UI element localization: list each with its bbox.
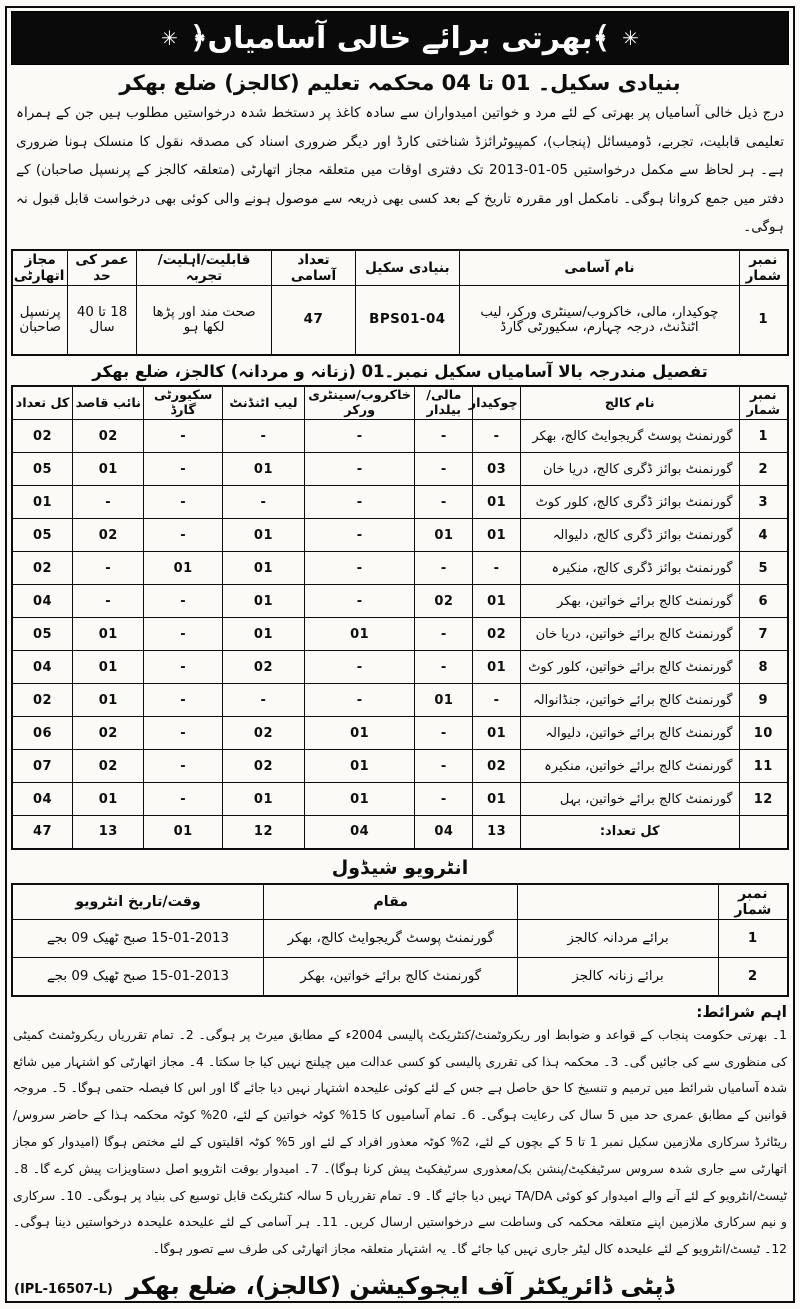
cell-lab: 01 (222, 552, 304, 585)
cell-khakroob: 01 (305, 750, 415, 783)
cell-mali: - (415, 651, 473, 684)
cell-serial: 1 (739, 285, 788, 355)
cell-chowkidar: - (473, 684, 520, 717)
cell-serial: 9 (739, 684, 788, 717)
interview-table-header-row (12, 884, 788, 920)
cell-total: 05 (12, 519, 73, 552)
cell-total: 05 (12, 453, 73, 486)
cell-mali: - (415, 618, 473, 651)
cell-lab: - (222, 420, 304, 453)
cell-basic-scale: BPS01-04 (355, 285, 460, 355)
col-venue: مقام (263, 884, 518, 920)
cell-serial: 7 (739, 618, 788, 651)
cell-total: 07 (12, 750, 73, 783)
cell-serial: 2 (718, 958, 788, 996)
cell-naib: 01 (73, 783, 144, 816)
cell-total: 01 (12, 486, 73, 519)
cell-total: 02 (12, 420, 73, 453)
table-row (12, 750, 788, 783)
cell-post-count: 47 (272, 285, 355, 355)
col-qualification: قابلیت/اہلیت/تجربہ (136, 250, 272, 286)
cell-khakroob: - (305, 651, 415, 684)
col-college-name: نام کالج (520, 386, 739, 420)
total-label: کل تعداد: (520, 816, 739, 849)
cell-security: - (144, 420, 222, 453)
signature: ڈپٹی ڈائریکٹر آف ایجوکیشن (کالجز)، ضلع بھکر (125, 1271, 675, 1300)
table-row (12, 453, 788, 486)
cell-naib-total: 13 (73, 816, 144, 849)
cell-mali: - (415, 750, 473, 783)
table-row (12, 552, 788, 585)
col-lab-attendant: لیب اٹنڈنٹ (222, 386, 304, 420)
cell-serial: 2 (739, 453, 788, 486)
cell-qualification: صحت مند اور پڑھا لکھا ہو (136, 285, 272, 355)
cell-college: گورنمنٹ کالج برائے خواتین، بہل (520, 783, 739, 816)
cell-naib: 01 (73, 651, 144, 684)
total-row (12, 816, 788, 849)
cell-serial: 8 (739, 651, 788, 684)
cell-serial: 1 (739, 420, 788, 453)
cell-lab-total: 12 (222, 816, 304, 849)
cell-security-total: 01 (144, 816, 222, 849)
cell-serial: 11 (739, 750, 788, 783)
table-row (12, 486, 788, 519)
col-security-guard: سکیورٹی گارڈ (144, 386, 222, 420)
cell-college: گورنمنٹ کالج برائے خواتین، دریا خان (520, 618, 739, 651)
col-category (518, 884, 718, 920)
cell-chowkidar: 01 (473, 783, 520, 816)
cell-mali: - (415, 453, 473, 486)
cell-khakroob: 01 (305, 618, 415, 651)
cell-serial: 1 (718, 920, 788, 958)
detail-table-header-row (12, 386, 788, 420)
cell-security: - (144, 585, 222, 618)
job-advertisement (5, 6, 795, 1303)
cell-lab: - (222, 684, 304, 717)
cell-college: گورنمنٹ کالج برائے خواتین، جنڈانوالہ (520, 684, 739, 717)
posts-table-header-row (12, 250, 788, 286)
cell-lab: 01 (222, 453, 304, 486)
cell-college: گورنمنٹ کالج برائے خواتین، دلیوالہ (520, 717, 739, 750)
cell-chowkidar: 02 (473, 618, 520, 651)
cell-serial: 4 (739, 519, 788, 552)
cell-security: - (144, 750, 222, 783)
cell-chowkidar: 01 (473, 486, 520, 519)
page-title: ﴾بھرتی برائے خالی آسامیاں﴿ (189, 20, 611, 56)
cell-security: - (144, 651, 222, 684)
cell-serial: 12 (739, 783, 788, 816)
cell-college: گورنمنٹ کالج برائے خواتین، منکیرہ (520, 750, 739, 783)
cell-lab: 01 (222, 585, 304, 618)
posts-table (11, 249, 789, 357)
cell-khakroob: - (305, 684, 415, 717)
cell-total: 02 (12, 684, 73, 717)
cell-naib: 01 (73, 684, 144, 717)
cell-naib: 02 (73, 750, 144, 783)
intro-paragraph: درج ذیل خالی آسامیاں پر بھرتی کے لئے مرد و خواتین امیدواران سے سادہ کاغذ پر دستخط شدہ درخواستیں مطلوب ہیں جن کے ہمراہ تعلیمی قابلیت، تجربے، ڈومیسائل (پنجاب)، کمپیوٹرائزڈ شناختی کارڈ اور دیگر ضروری اسناد کی مصدقہ نقول کا منسلک ہونا ضروری ہے۔ ہر لحاظ سے مکمل درخواستیں 05-01-2013 تک دفتری اوقات میں متعلقہ مجاز اتھارٹی (متعلقہ کالجز کے پرنسپل صاحبان) کے دفتر میں جمع کروانا ہوگی۔ نامکمل اور مقررہ تاریخ کے بعد کسی بھی ذریعہ سے موصول ہونے والی کوئی بھی درخواست قابل قبول نہ ہوگی۔ (16, 105, 785, 236)
col-serial: نمبر شمار (718, 884, 788, 920)
cell-mali: - (415, 486, 473, 519)
cell-security: 01 (144, 552, 222, 585)
cell-naib: 01 (73, 453, 144, 486)
cell-khakroob: 01 (305, 717, 415, 750)
cell-khakroob: - (305, 453, 415, 486)
cell-naib: - (73, 585, 144, 618)
cell-naib: 02 (73, 717, 144, 750)
col-post-name: نام آسامی (460, 250, 739, 286)
cell-mali: - (415, 717, 473, 750)
table-row (12, 783, 788, 816)
interview-schedule-table (11, 883, 789, 997)
cell-khakroob: - (305, 552, 415, 585)
cell-lab: 02 (222, 717, 304, 750)
cell-datetime: 15-01-2013 صبح ٹھیک 09 بجے (12, 958, 263, 996)
col-total: کل تعداد (12, 386, 73, 420)
cell-security: - (144, 618, 222, 651)
cell-age-limit: 18 تا 40 سال (68, 285, 136, 355)
cell-chowkidar: 02 (473, 750, 520, 783)
cell-lab: 01 (222, 618, 304, 651)
cell-chowkidar: 01 (473, 717, 520, 750)
ornament-icon: ✳ (161, 26, 178, 50)
cell-college: گورنمنٹ پوسٹ گریجوایٹ کالج، بھکر (520, 420, 739, 453)
cell-khakroob: - (305, 585, 415, 618)
cell-datetime: 15-01-2013 صبح ٹھیک 09 بجے (12, 920, 263, 958)
cell-khakroob: - (305, 486, 415, 519)
cell-authority: پرنسپل صاحبان (12, 285, 68, 355)
col-mali-beldar: مالی/بیلدار (415, 386, 473, 420)
ad-code: (IPL-16507-L) (14, 1282, 113, 1297)
table-row (12, 717, 788, 750)
cell-serial (739, 816, 788, 849)
cell-grand-total: 47 (12, 816, 73, 849)
cell-mali: 01 (415, 519, 473, 552)
cell-serial: 10 (739, 717, 788, 750)
col-authority: مجاز اتھارٹی (12, 250, 68, 286)
cell-chowkidar: - (473, 420, 520, 453)
cell-college: گورنمنٹ بوائز ڈگری کالج، دلیوالہ (520, 519, 739, 552)
cell-college: گورنمنٹ بوائز ڈگری کالج، کلور کوٹ (520, 486, 739, 519)
cell-college: گورنمنٹ کالج برائے خواتین، کلور کوٹ (520, 651, 739, 684)
table-row (12, 920, 788, 958)
conditions-heading: اہم شرائط: (696, 1002, 787, 1021)
cell-college: گورنمنٹ بوائز ڈگری کالج، منکیرہ (520, 552, 739, 585)
cell-naib: 02 (73, 519, 144, 552)
posts-table-row (12, 285, 788, 355)
table-row (12, 958, 788, 996)
col-basic-scale: بنیادی سکیل (355, 250, 460, 286)
cell-security: - (144, 519, 222, 552)
col-sanitary-worker: خاکروب/سینٹری ورکر (305, 386, 415, 420)
cell-chowkidar-total: 13 (473, 816, 520, 849)
cell-chowkidar: - (473, 552, 520, 585)
interview-section-title: انٹرویو شیڈول (331, 856, 469, 879)
cell-khakroob: 01 (305, 783, 415, 816)
cell-category: برائے مردانہ کالجز (518, 920, 718, 958)
cell-total: 04 (12, 783, 73, 816)
cell-chowkidar: 01 (473, 519, 520, 552)
cell-post-name: چوکیدار، مالی، خاکروب/سینٹری ورکر، لیب اٹنڈنٹ، درجہ چہارم، سکیورٹی گارڈ (460, 285, 739, 355)
cell-security: - (144, 717, 222, 750)
cell-chowkidar: 01 (473, 651, 520, 684)
cell-serial: 3 (739, 486, 788, 519)
ornament-icon: ✳ (622, 26, 639, 50)
cell-college: گورنمنٹ بوائز ڈگری کالج، دریا خان (520, 453, 739, 486)
cell-khakroob: - (305, 519, 415, 552)
cell-naib: - (73, 552, 144, 585)
table-row (12, 684, 788, 717)
subtitle: بنیادی سکیل۔ 01 تا 04 محکمہ تعلیم (کالجز) ضلع بھکر (119, 71, 681, 95)
cell-mali-total: 04 (415, 816, 473, 849)
table-row (12, 618, 788, 651)
table-row (12, 420, 788, 453)
cell-mali: - (415, 420, 473, 453)
cell-security: - (144, 486, 222, 519)
col-chowkidar: چوکیدار (473, 386, 520, 420)
table-row (12, 651, 788, 684)
cell-security: - (144, 684, 222, 717)
title-banner (11, 11, 789, 65)
cell-mali: 01 (415, 684, 473, 717)
cell-total: 04 (12, 651, 73, 684)
table-row (12, 519, 788, 552)
cell-total: 04 (12, 585, 73, 618)
cell-lab: 02 (222, 651, 304, 684)
cell-naib: - (73, 486, 144, 519)
cell-security: - (144, 783, 222, 816)
table-row (12, 585, 788, 618)
cell-serial: 5 (739, 552, 788, 585)
col-post-count: تعداد آسامی (272, 250, 355, 286)
col-naib-qasid: نائب قاصد (73, 386, 144, 420)
cell-mali: - (415, 552, 473, 585)
cell-naib: 01 (73, 618, 144, 651)
cell-chowkidar: 01 (473, 585, 520, 618)
cell-khakroob-total: 04 (305, 816, 415, 849)
cell-khakroob: - (305, 420, 415, 453)
cell-mali: 02 (415, 585, 473, 618)
college-detail-table (11, 385, 789, 850)
cell-naib: 02 (73, 420, 144, 453)
cell-chowkidar: 03 (473, 453, 520, 486)
cell-serial: 6 (739, 585, 788, 618)
cell-security: - (144, 453, 222, 486)
conditions-paragraph: 1۔ بھرتی حکومت پنجاب کے قواعد و ضوابط اور ریکروٹمنٹ/کنٹریکٹ پالیسی 2004ء کے مطابق میرٹ پر ہوگی۔ 2۔ تمام تقرریاں ریکروٹمنٹ کمیٹی کی منظوری سے کی جائیں گی۔ 3۔ محکمہ ہذا کی تقرری پالیسی کو کسی عدالت میں چیلنج نہیں کیا جا سکتا۔ 4۔ مجاز اتھارٹی کو اشتہار میں شائع شدہ آسامیاں شرائط میں ترمیم و تنسیخ کا حق حاصل ہے جس کے لئے کوئی علیحدہ اشتہار نہیں دیا جائے گا اور اس کا فیصلہ حتمی ہوگا۔ 5۔ مروجہ قوانین کے مطابق عمری حد میں 5 سال کی رعایت ہوگی۔ 6۔ تمام آسامیوں کا 15% کوٹہ خواتین کے لئے، 20% کوٹہ محکمہ ہذا کے حاضر سروس/ریٹائرڈ سرکاری ملازمین سکیل نمبر 1 تا 5 کے بچوں کے لئے، 2% کوٹہ معذور افراد کے لئے اور 5% کوٹہ اقلیتوں کے لئے مختص ہوگا (امیدوار کو مجاز اتھارٹی سے جاری شدہ سروس سرٹیفکیٹ/پنشن بک/معذوری سرٹیفکیٹ پیش کرنا ہوگا)۔ 7۔ امیدوار بوقت انٹرویو اصل دستاویزات پیش کرے گا۔ 8۔ ٹیسٹ/انٹرویو کے لئے آنے والے امیدوار کو کوئی TA/DA نہیں دیا جائے گا۔ 9۔ تمام تقرریاں 5 سالہ کنٹریکٹ قابل توسیع کی بنیاد پر ہوںگی۔ 10۔ سرکاری و نیم سرکاری ملازمین اپنے متعلقہ محکمہ کی وساطت سے درخواستیں ارسال کریں۔ 11۔ ہر آسامی کے لئے علیحدہ علیحدہ درخواستیں دینا ہوگی۔ 12۔ ٹیسٹ/انٹرویو کے لئے علیحدہ کال لیٹر جاری نہیں کیا جائے گا۔ یہ اشتہار متعلقہ مجاز اتھارٹی کی طرف سے تصور ہوگا۔ (13, 1027, 788, 1257)
cell-college: گورنمنٹ کالج برائے خواتین، بھکر (520, 585, 739, 618)
cell-total: 02 (12, 552, 73, 585)
detail-section-title: تفصیل مندرجہ بالا آسامیاں سکیل نمبر۔01 (زنانہ و مردانہ) کالجز، ضلع بھکر (92, 362, 708, 382)
col-serial: نمبر شمار (739, 386, 788, 420)
col-datetime: وقت/تاریخ انٹرویو (12, 884, 263, 920)
cell-mali: - (415, 783, 473, 816)
cell-category: برائے زنانہ کالجز (518, 958, 718, 996)
cell-venue: گورنمنٹ پوسٹ گریجوایٹ کالج، بھکر (263, 920, 518, 958)
cell-lab: - (222, 486, 304, 519)
cell-total: 05 (12, 618, 73, 651)
cell-total: 06 (12, 717, 73, 750)
cell-venue: گورنمنٹ کالج برائے خواتین، بھکر (263, 958, 518, 996)
col-age-limit: عمر کی حد (68, 250, 136, 286)
cell-lab: 01 (222, 783, 304, 816)
col-serial: نمبر شمار (739, 250, 788, 286)
cell-lab: 02 (222, 750, 304, 783)
cell-lab: 01 (222, 519, 304, 552)
